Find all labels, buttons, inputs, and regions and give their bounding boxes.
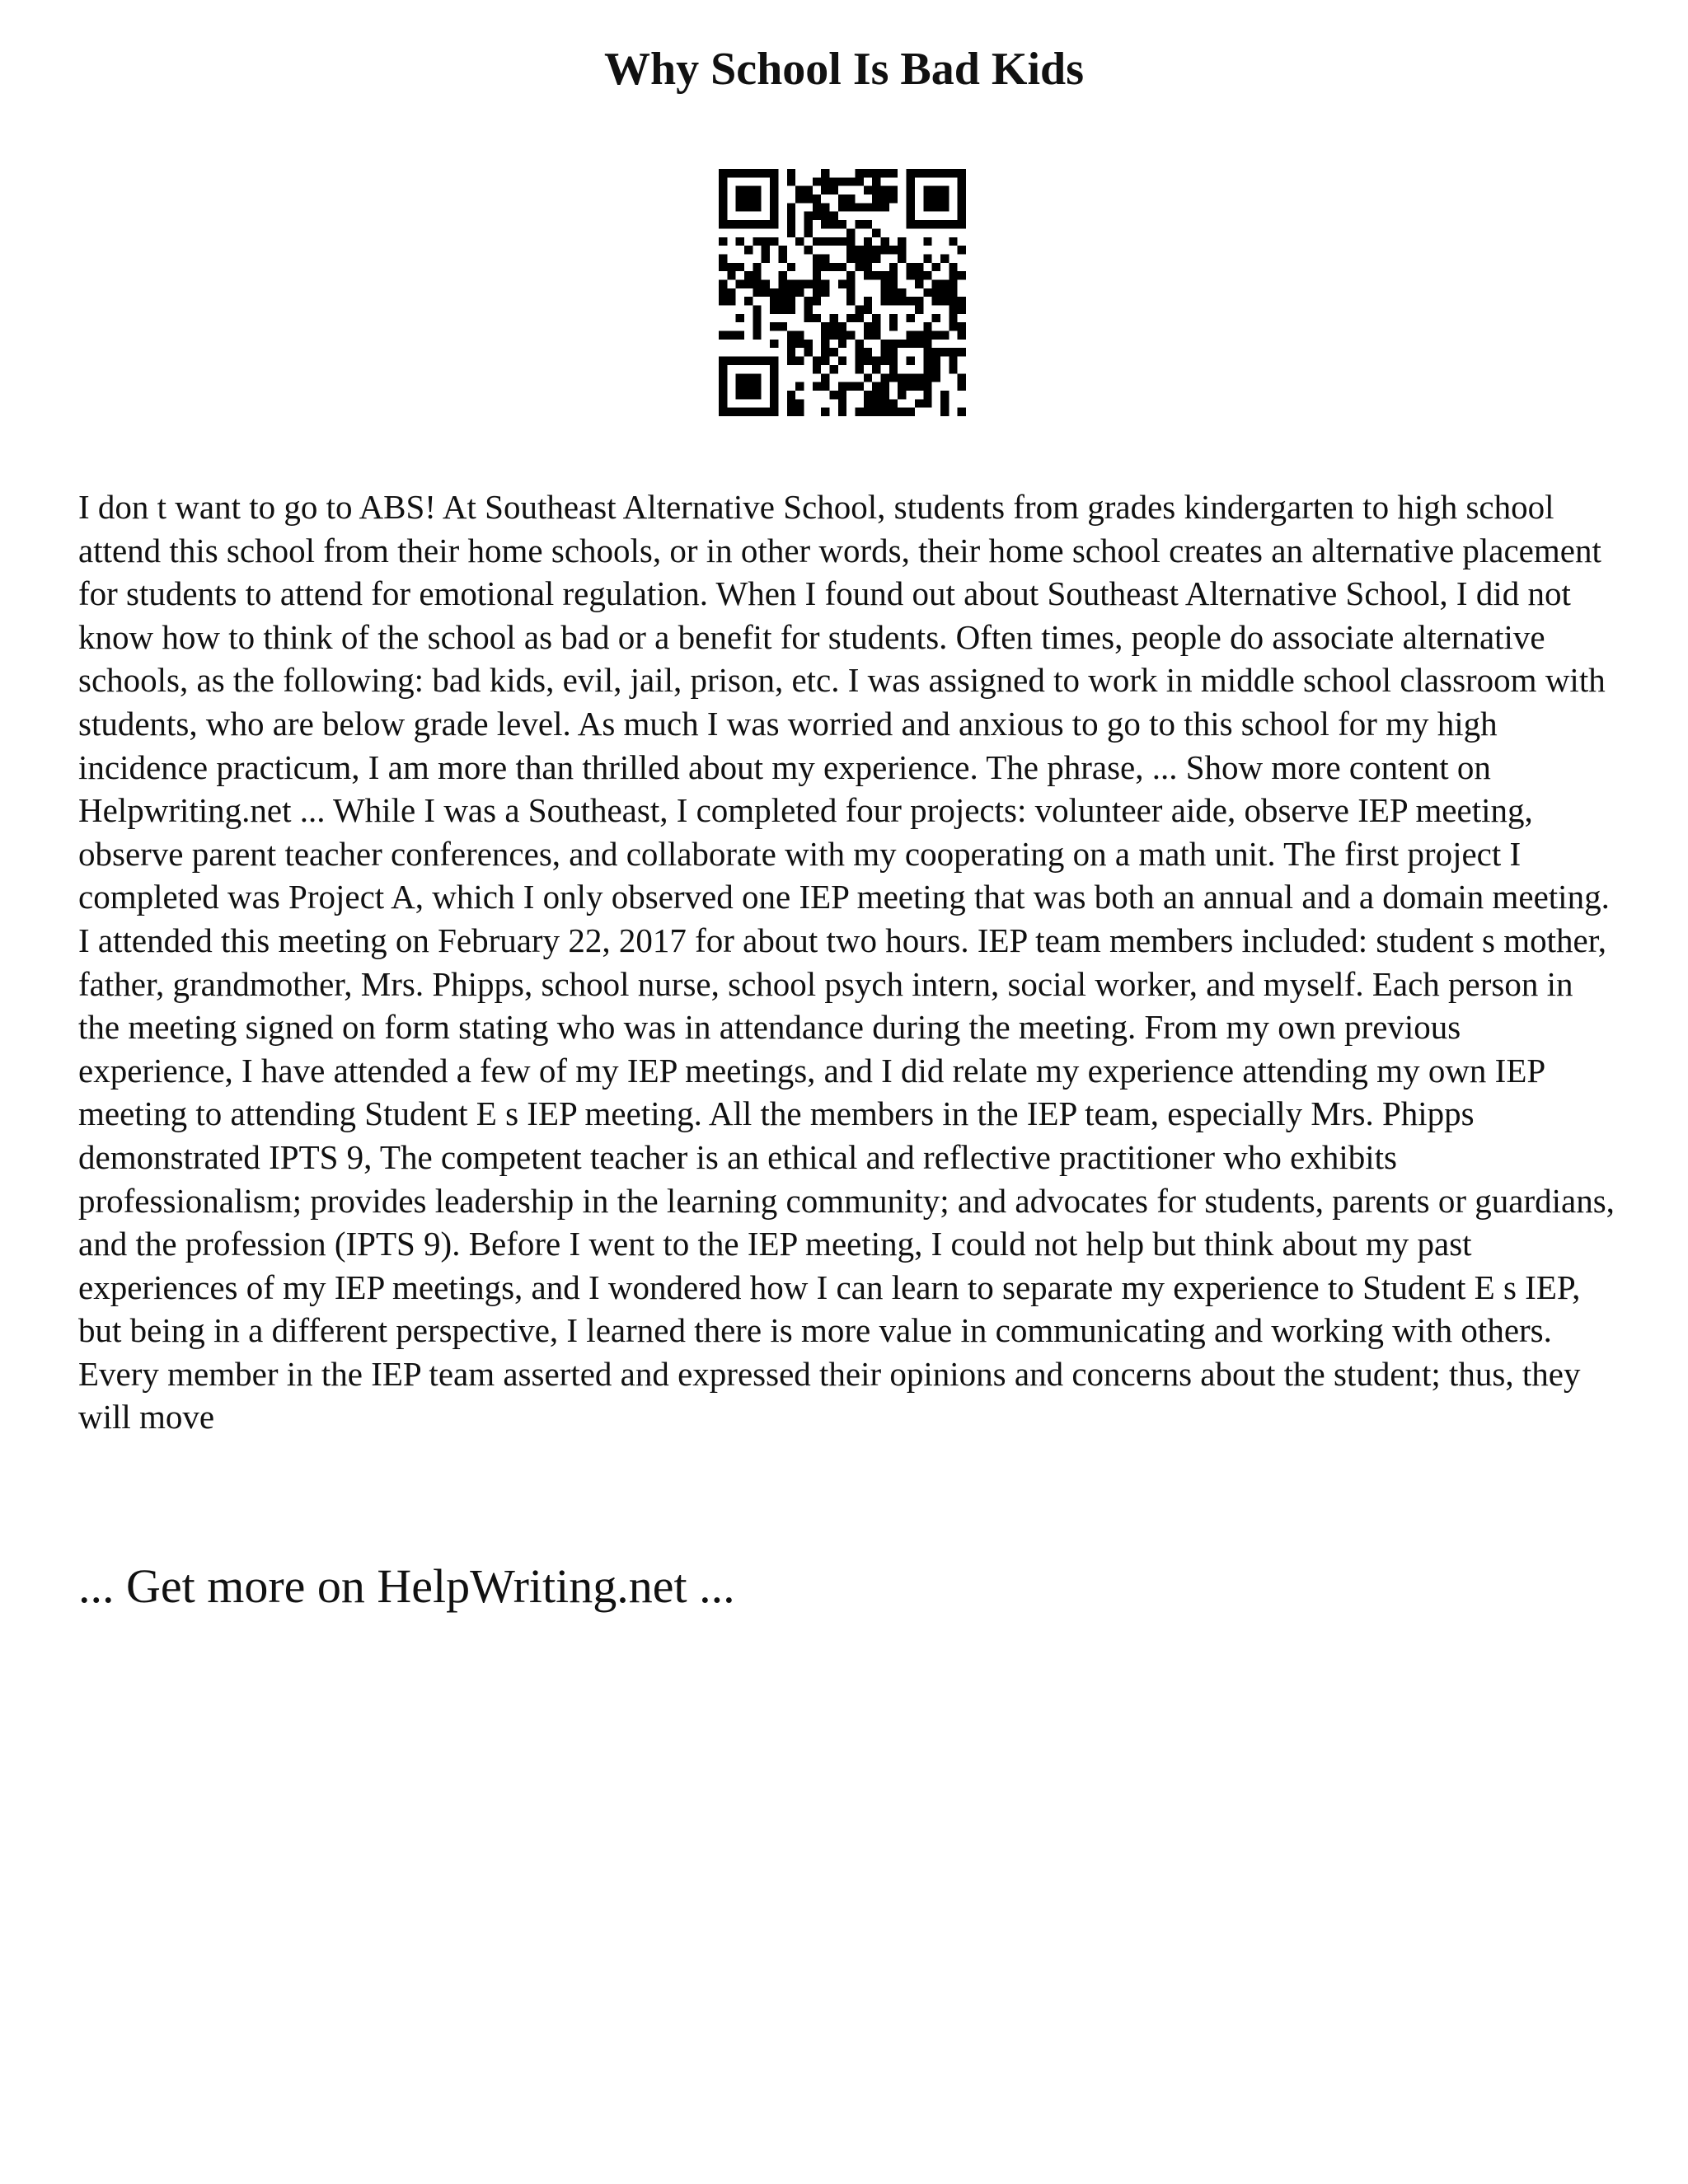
qr-code-image[interactable] [719, 169, 966, 416]
get-more-link[interactable]: ... Get more on HelpWriting.net ... [78, 1559, 735, 1613]
document-body: I don t want to go to ABS! At Southeast Alternative School, students from grades kindergarten to high school attend this school from their home schools, or in other words, their home school creates an alternative placement for students to attend for emotional regulation. When I found out about Southeast Alternative School, I did not know how to think of the school as bad or a benefit for students. Often times, people do associate alternative schools, as the following: bad kids, evil, jail, prison, etc. I was assigned to work in middle school classroom with students, who are below grade level. As much I was worried and anxious to go to this school for my high incidence practicum, I am more than thrilled about my experience. The phrase, ... Show more content on Helpwriting.net ... While I was a Southeast, I completed four projects: volunteer aide, observe IEP meeting, observe parent teacher conferences, and collaborate with my cooperating on a math unit. The first project I completed was Project A, which I only observed one IEP meeting that was both an annual and a domain meeting. I attended this meeting on February 22, 2017 for about two hours. IEP team members included: student s mother, father, grandmother, Mrs. Phipps, school nurse, school psych intern, social worker, and myself. Each person in the meeting signed on form stating who was in attendance during the meeting. From my own previous experience, I have attended a few of my IEP meetings, and I did relate my experience attending my own IEP meeting to attending Student E s IEP meeting. All the members in the IEP team, especially Mrs. Phipps demonstrated IPTS 9, The competent teacher is an ethical and reflective practitioner who exhibits professionalism; provides leadership in the learning community; and advocates for students, parents or guardians, and the profession (IPTS 9). Before I went to the IEP meeting, I could not help but think about my past experiences of my IEP meetings, and I wondered how I can learn to separate my experience to Student E s IEP, but being in a different perspective, I learned there is more value in communicating and working with others. Every member in the IEP team asserted and expressed their opinions and concerns about the student; thus, they will move [78, 488, 1615, 1436]
document-title: Why School Is Bad Kids [604, 44, 1084, 95]
